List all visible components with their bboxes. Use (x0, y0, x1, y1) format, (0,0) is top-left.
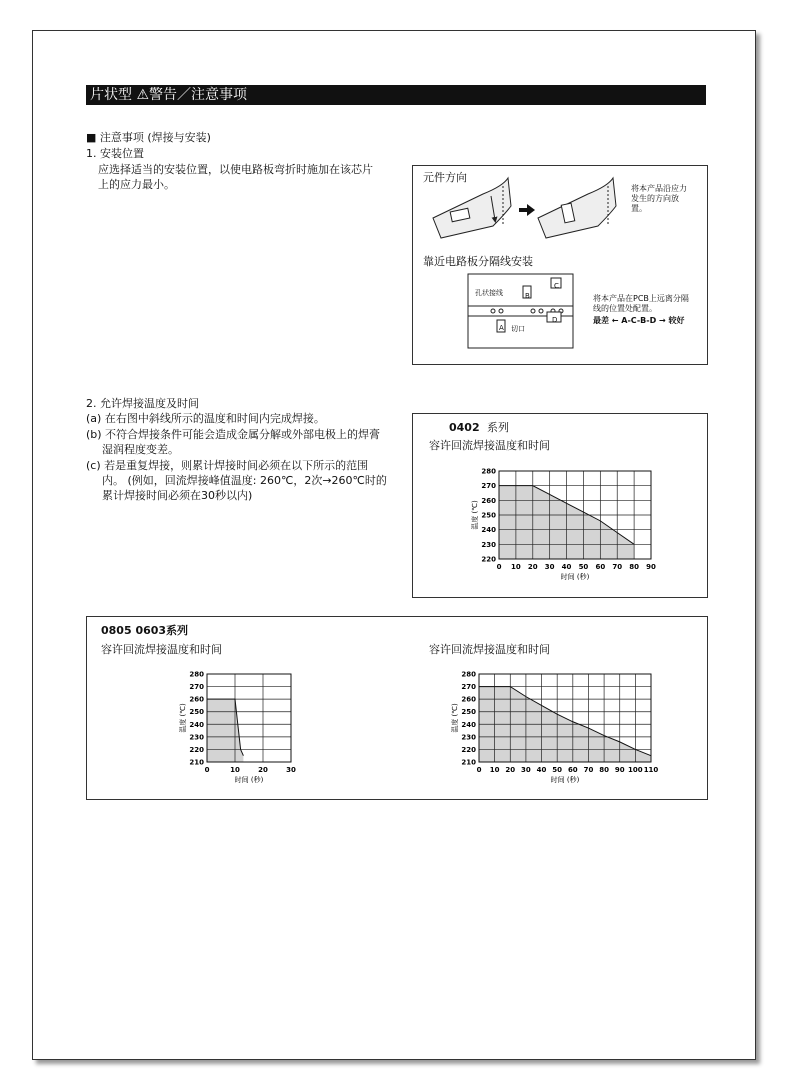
x-tick-label: 0 (204, 766, 210, 774)
y-tick-label: 210 (189, 758, 204, 767)
soldering-a: (a) 在右图中斜线所示的温度和时间内完成焊接。 (86, 412, 325, 425)
y-tick-label: 230 (481, 540, 496, 549)
y-tick-label: 260 (481, 496, 496, 505)
x-tick-label: 20 (505, 766, 516, 774)
series-0402-word: 系列 (487, 421, 509, 434)
y-tick-label: 250 (481, 511, 496, 520)
y-tick-label: 250 (461, 708, 476, 717)
direction-note-line1: 将本产品沿应力 (631, 184, 687, 193)
position-b: B (525, 292, 530, 300)
x-tick-label: 0 (496, 563, 502, 571)
x-tick-label: 40 (561, 563, 572, 571)
soldering-b-line2: 湿润程度变差。 (102, 443, 179, 456)
mounting-text-line2: 上的应力最小。 (98, 178, 175, 191)
x-tick-label: 30 (521, 766, 531, 774)
x-tick-label: 40 (536, 766, 547, 774)
series-0805-box (86, 616, 708, 800)
split-note-line2: 线的位置处配置。 (593, 304, 657, 313)
page-title: 片状型 ⚠警告／注意事项 (86, 85, 706, 105)
split-rank-note: 最差 ← A-C-B-D → 较好 (593, 316, 685, 325)
y-tick-label: 240 (481, 526, 496, 535)
direction-note-line3: 置。 (631, 204, 647, 213)
soldering-c-line3: 累计焊接时间必须在30秒以内) (102, 489, 253, 502)
x-tick-label: 70 (612, 563, 623, 571)
y-tick-label: 220 (461, 745, 476, 754)
mounting-figure (412, 165, 708, 365)
mounting-text-line1: 应选择适当的安装位置，以使电路板弯折时施加在该芯片 (98, 163, 373, 176)
x-tick-label: 30 (544, 563, 555, 571)
x-axis-label: 时间 (秒) (550, 776, 580, 784)
y-tick-label: 240 (461, 720, 476, 729)
x-axis-label: 时间 (秒) (234, 776, 264, 784)
section-heading: ■ 注意事项 (焊接与安装) (86, 131, 211, 144)
y-tick-label: 220 (481, 555, 496, 564)
position-a: A (499, 324, 504, 332)
y-axis-label: 温度 (℃) (179, 703, 187, 733)
x-tick-label: 80 (629, 563, 639, 571)
y-tick-label: 230 (189, 733, 204, 742)
x-tick-label: 100 (628, 766, 643, 774)
y-tick-label: 230 (461, 733, 476, 742)
allowed-area (207, 699, 243, 762)
item-title-soldering: 2. 允许焊接温度及时间 (86, 397, 199, 410)
split-note-line1: 将本产品在PCB上远离分隔 (593, 294, 689, 303)
series-0402-code: 0402 (449, 421, 480, 434)
x-tick-label: 0 (476, 766, 482, 774)
y-tick-label: 210 (461, 758, 476, 767)
soldering-b-line1: (b) 不符合焊接条件可能会造成金属分解或外部电极上的焊膏 (86, 428, 381, 441)
y-tick-label: 270 (189, 683, 204, 692)
x-tick-label: 80 (599, 766, 609, 774)
cut-label: 切口 (511, 325, 525, 333)
y-tick-label: 260 (189, 695, 204, 704)
chart-0805-short (87, 617, 387, 799)
series-0805-title: 0805 0603系列 (101, 624, 189, 637)
series-0805-subtitle-left: 容许回流焊接温度和时间 (101, 643, 222, 656)
x-tick-label: 60 (595, 563, 606, 571)
item-title-mounting: 1. 安装位置 (86, 147, 144, 160)
soldering-c-line1: (c) 若是重复焊接，则累计焊接时间必须在以下所示的范围 (86, 459, 369, 472)
x-tick-label: 60 (567, 766, 578, 774)
x-tick-label: 20 (258, 766, 268, 774)
chart-0805-long (407, 617, 707, 799)
y-tick-label: 280 (481, 467, 496, 476)
x-tick-label: 50 (578, 563, 589, 571)
y-tick-label: 250 (189, 708, 204, 717)
series-0402-box (412, 413, 708, 598)
y-tick-label: 270 (481, 482, 496, 491)
y-tick-label: 270 (461, 683, 476, 692)
x-tick-label: 50 (552, 766, 563, 774)
holes-label: 孔状接线 (475, 289, 503, 297)
y-tick-label: 220 (189, 745, 204, 754)
x-tick-label: 70 (583, 766, 594, 774)
y-tick-label: 280 (189, 670, 204, 679)
x-tick-label: 90 (646, 563, 656, 571)
x-tick-label: 10 (230, 766, 240, 774)
x-tick-label: 10 (511, 563, 521, 571)
y-axis-label: 温度 (℃) (451, 703, 459, 733)
series-0402-subtitle: 容许回流焊接温度和时间 (429, 439, 550, 452)
x-tick-label: 30 (286, 766, 296, 774)
y-tick-label: 280 (461, 670, 476, 679)
x-tick-label: 90 (614, 766, 625, 774)
series-0805-subtitle-right: 容许回流焊接温度和时间 (429, 643, 550, 656)
x-tick-label: 10 (489, 766, 500, 774)
y-axis-label: 温度 (℃) (471, 500, 479, 530)
chart-0402 (413, 414, 707, 597)
y-tick-label: 240 (189, 720, 204, 729)
figure-split-label: 靠近电路板分隔线安装 (423, 255, 533, 268)
x-axis-label: 时间 (秒) (560, 573, 590, 581)
position-d: D (552, 316, 558, 324)
figure-direction-label: 元件方向 (423, 171, 467, 184)
direction-note-line2: 发生的方向放 (631, 194, 679, 203)
x-tick-label: 20 (527, 563, 538, 571)
x-tick-label: 110 (643, 766, 659, 774)
soldering-c-line2: 内。 (例如，回流焊接峰值温度: 260℃，2次→260℃时的 (102, 474, 387, 487)
position-c: C (554, 282, 559, 290)
y-tick-label: 260 (461, 695, 476, 704)
